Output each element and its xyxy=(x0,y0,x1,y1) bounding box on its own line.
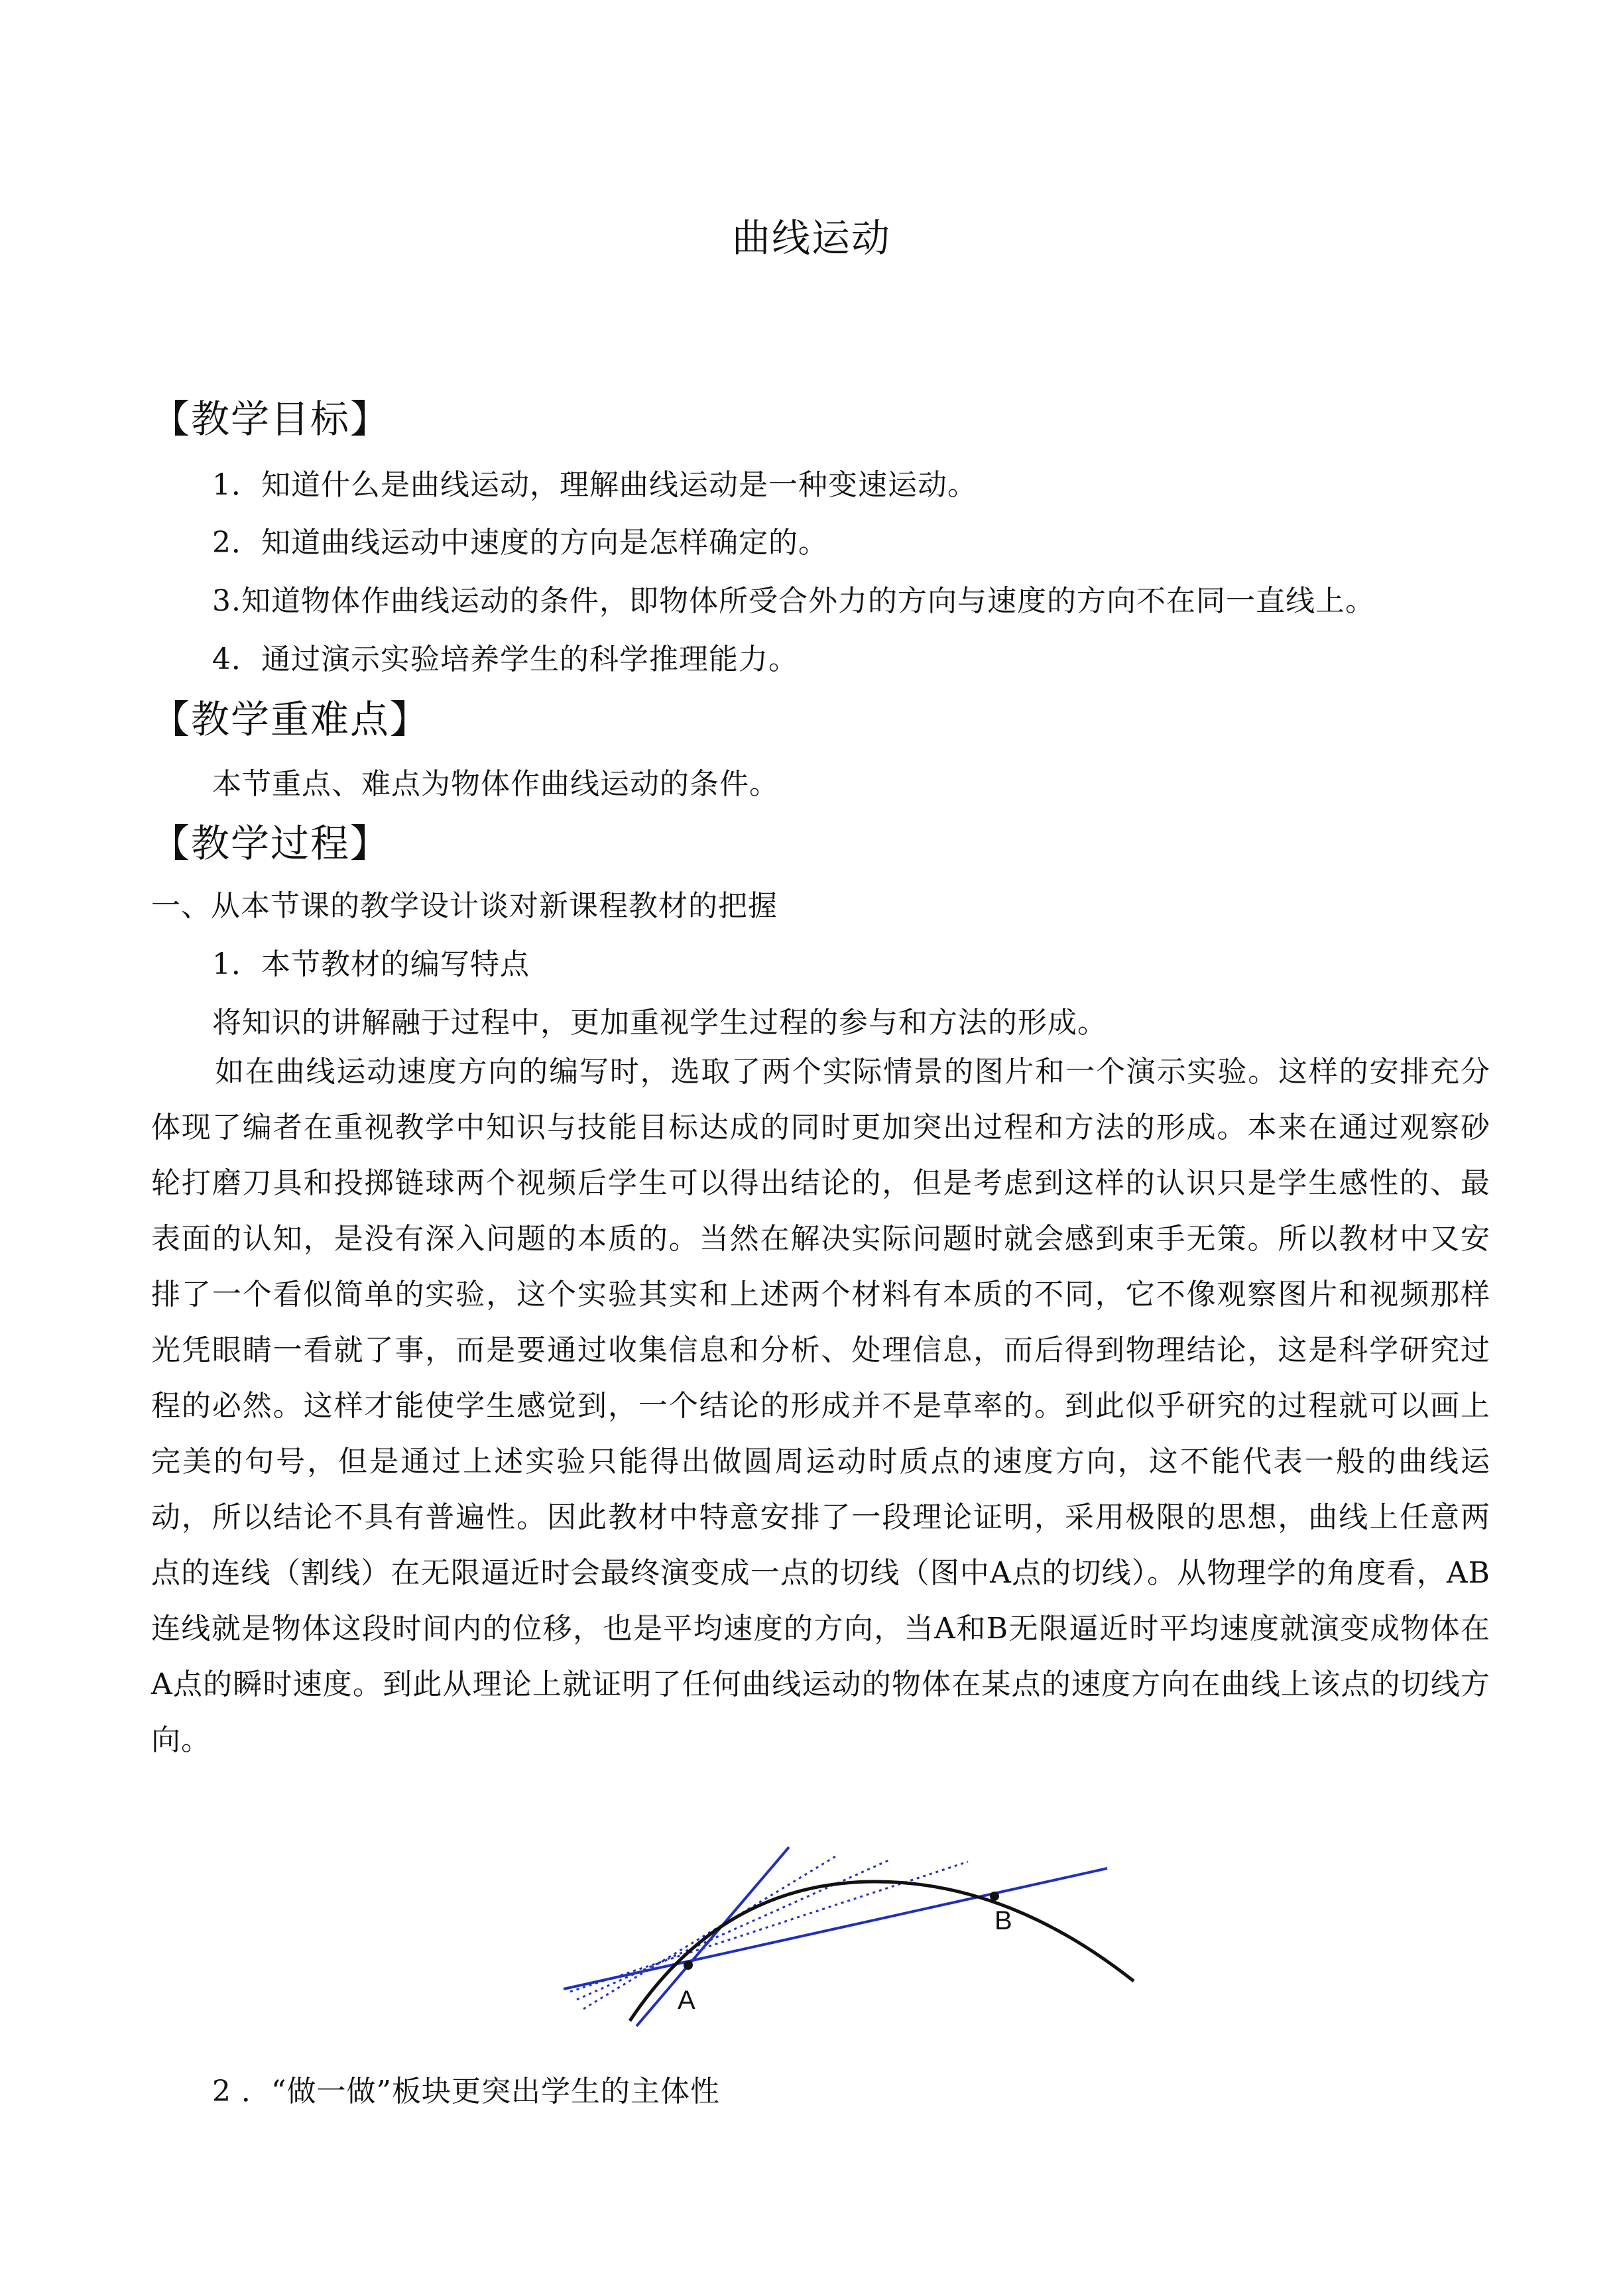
objectives-heading: 【教学目标】 xyxy=(151,396,391,442)
sub1-title: 1．本节教材的编写特点 xyxy=(212,947,530,981)
part1-title: 一、从本节课的教学设计谈对新课程教材的把握 xyxy=(151,889,778,923)
tangent-secant-figure xyxy=(557,1842,1154,2034)
point-a-marker xyxy=(684,1961,693,1970)
secant-line-3 xyxy=(570,1862,968,1992)
objective-item-3: 3.知道物体作曲线运动的条件，即物体所受合外力的方向与速度的方向不在同一直线上。 xyxy=(212,584,1375,618)
tangent-line xyxy=(636,1847,789,2026)
motion-curve xyxy=(630,1882,1134,2021)
process-heading: 【教学过程】 xyxy=(151,821,391,866)
sub2-title: 2 ．“做一做”板块更突出学生的主体性 xyxy=(212,2075,720,2108)
key-points-text: 本节重点、难点为物体作曲线运动的条件。 xyxy=(212,767,779,801)
objective-item-4: 4．通过演示实验培养学生的科学推理能力。 xyxy=(212,642,798,676)
secant-line-ab xyxy=(564,1868,1107,1989)
secant-line-1 xyxy=(583,1856,835,2009)
objective-item-2: 2．知道曲线运动中速度的方向是怎样确定的。 xyxy=(212,526,828,560)
point-b-label: B xyxy=(994,1906,1012,1935)
secant-line-2 xyxy=(577,1860,888,2000)
point-a-label: A xyxy=(678,1986,695,2015)
sub1-lead: 将知识的讲解融于过程中，更加重视学生过程的参与和方法的形成。 xyxy=(212,1006,1107,1040)
point-b-marker xyxy=(990,1892,999,1901)
key-points-heading: 【教学重难点】 xyxy=(151,697,430,742)
page-title: 曲线运动 xyxy=(731,215,891,261)
sub1-paragraph: 如在曲线运动速度方向的编写时，选取了两个实际情景的图片和一个演示实验。这样的安排充分体现了编者在重视教学中知识与技能目标达成的同时更加突出过程和方法的形成。本来在通过观察砂轮打磨刀具和投掷链球两个视频后学生可以得出结论的，但是考虑到这样的认识只是学生感性的、最表面的认知，是没有深入问题的本质的。当然在解决实际问题时就会感到束手无策。所以教材中又安排了一个看似简单的实验，这个实验其实和上述两个材料有本质的不同，它不像观察图片和视频那样光凭眼睛一看就了事，而是要通过收集信息和分析、处理信息，而后得到物理结论，这是科学研究过程的必然。这样才能使学生感觉到，一个结论的形成并不是草率的。到此似乎研究的过程就可以画上完美的句号，但是通过上述实验只能得出做圆周运动时质点的速度方向，这不能代表一般的曲线运动，所以结论不具有普遍性。因此教材中特意安排了一段理论证明，采用极限的思想，曲线上任意两点的连线（割线）在无限逼近时会最终演变成一点的切线（图中A点的切线）。从物理学的角度看，AB连线就是物体这段时间内的位移，也是平均速度的方向，当A和B无限逼近时平均速度就演变成物体在A点的瞬时速度。到此从理论上就证明了任何曲线运动的物体在某点的速度方向在曲线上该点的切线方向。 xyxy=(151,1055,1490,1757)
objective-item-1: 1．知道什么是曲线运动，理解曲线运动是一种变速运动。 xyxy=(212,468,977,502)
